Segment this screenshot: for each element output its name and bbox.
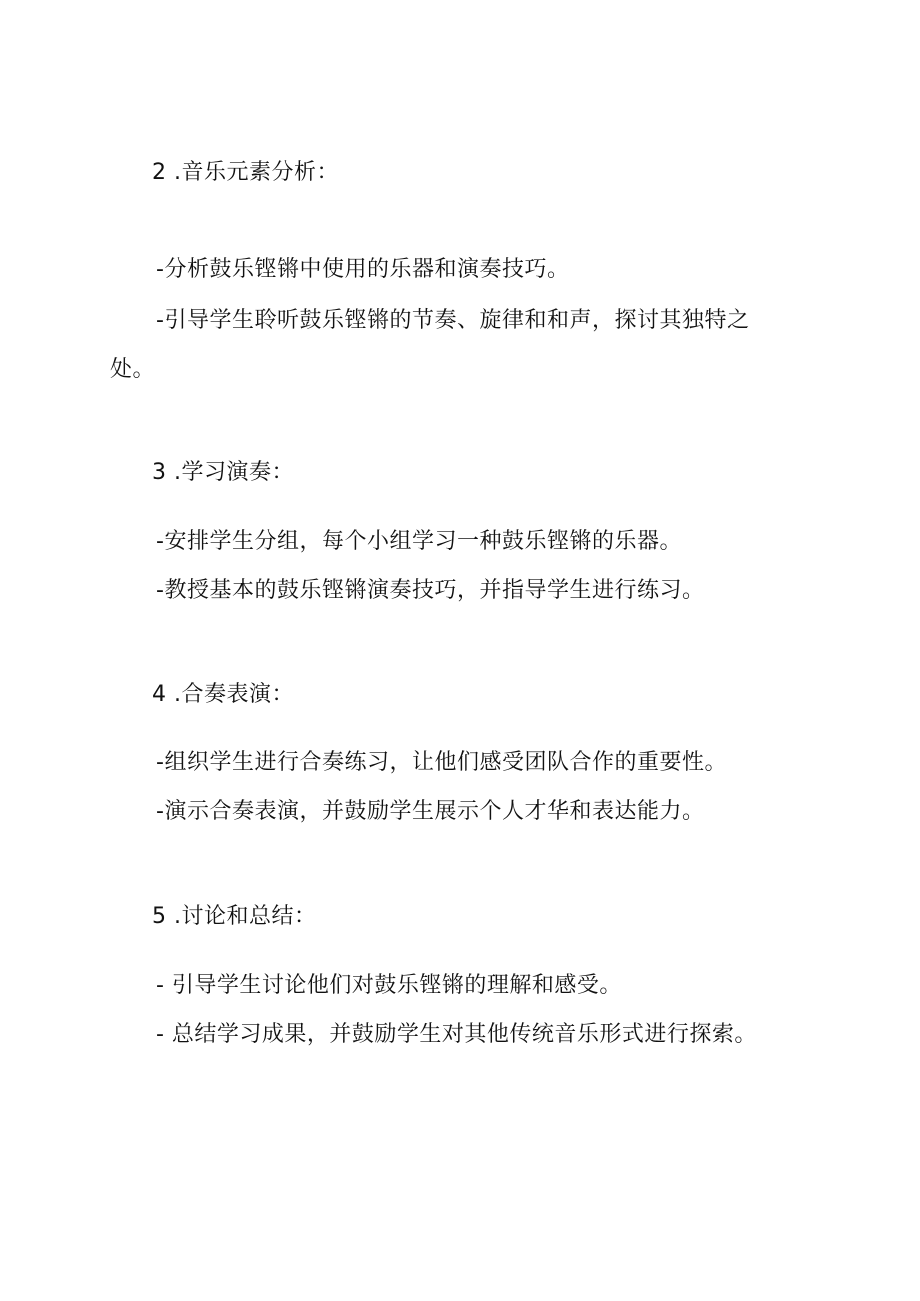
- list-item: -教授基本的鼓乐铿锵演奏技巧，并指导学生进行练习。: [156, 578, 705, 603]
- section-heading-4: 4 .合奏表演：: [152, 682, 294, 707]
- list-item: -引导学生聆听鼓乐铿锵的节奏、旋律和和声，探讨其独特之: [156, 308, 750, 333]
- list-item: -组织学生进行合奏练习，让他们感受团队合作的重要性。: [156, 750, 727, 775]
- section-heading-5: 5 .讨论和总结：: [152, 904, 317, 929]
- section-heading-3: 3 .学习演奏：: [152, 460, 294, 485]
- section-heading-2: 2 .音乐元素分析：: [152, 160, 339, 185]
- list-item: -分析鼓乐铿锵中使用的乐器和演奏技巧。: [156, 257, 570, 282]
- list-item: - 引导学生讨论他们对鼓乐铿锵的理解和感受。: [156, 973, 622, 998]
- list-item: -演示合奏表演，并鼓励学生展示个人才华和表达能力。: [156, 799, 705, 824]
- list-item: - 总结学习成果，并鼓励学生对其他传统音乐形式进行探索。: [156, 1022, 757, 1047]
- list-item-continuation: 处。: [110, 357, 156, 382]
- list-item: -安排学生分组，每个小组学习一种鼓乐铿锵的乐器。: [156, 529, 682, 554]
